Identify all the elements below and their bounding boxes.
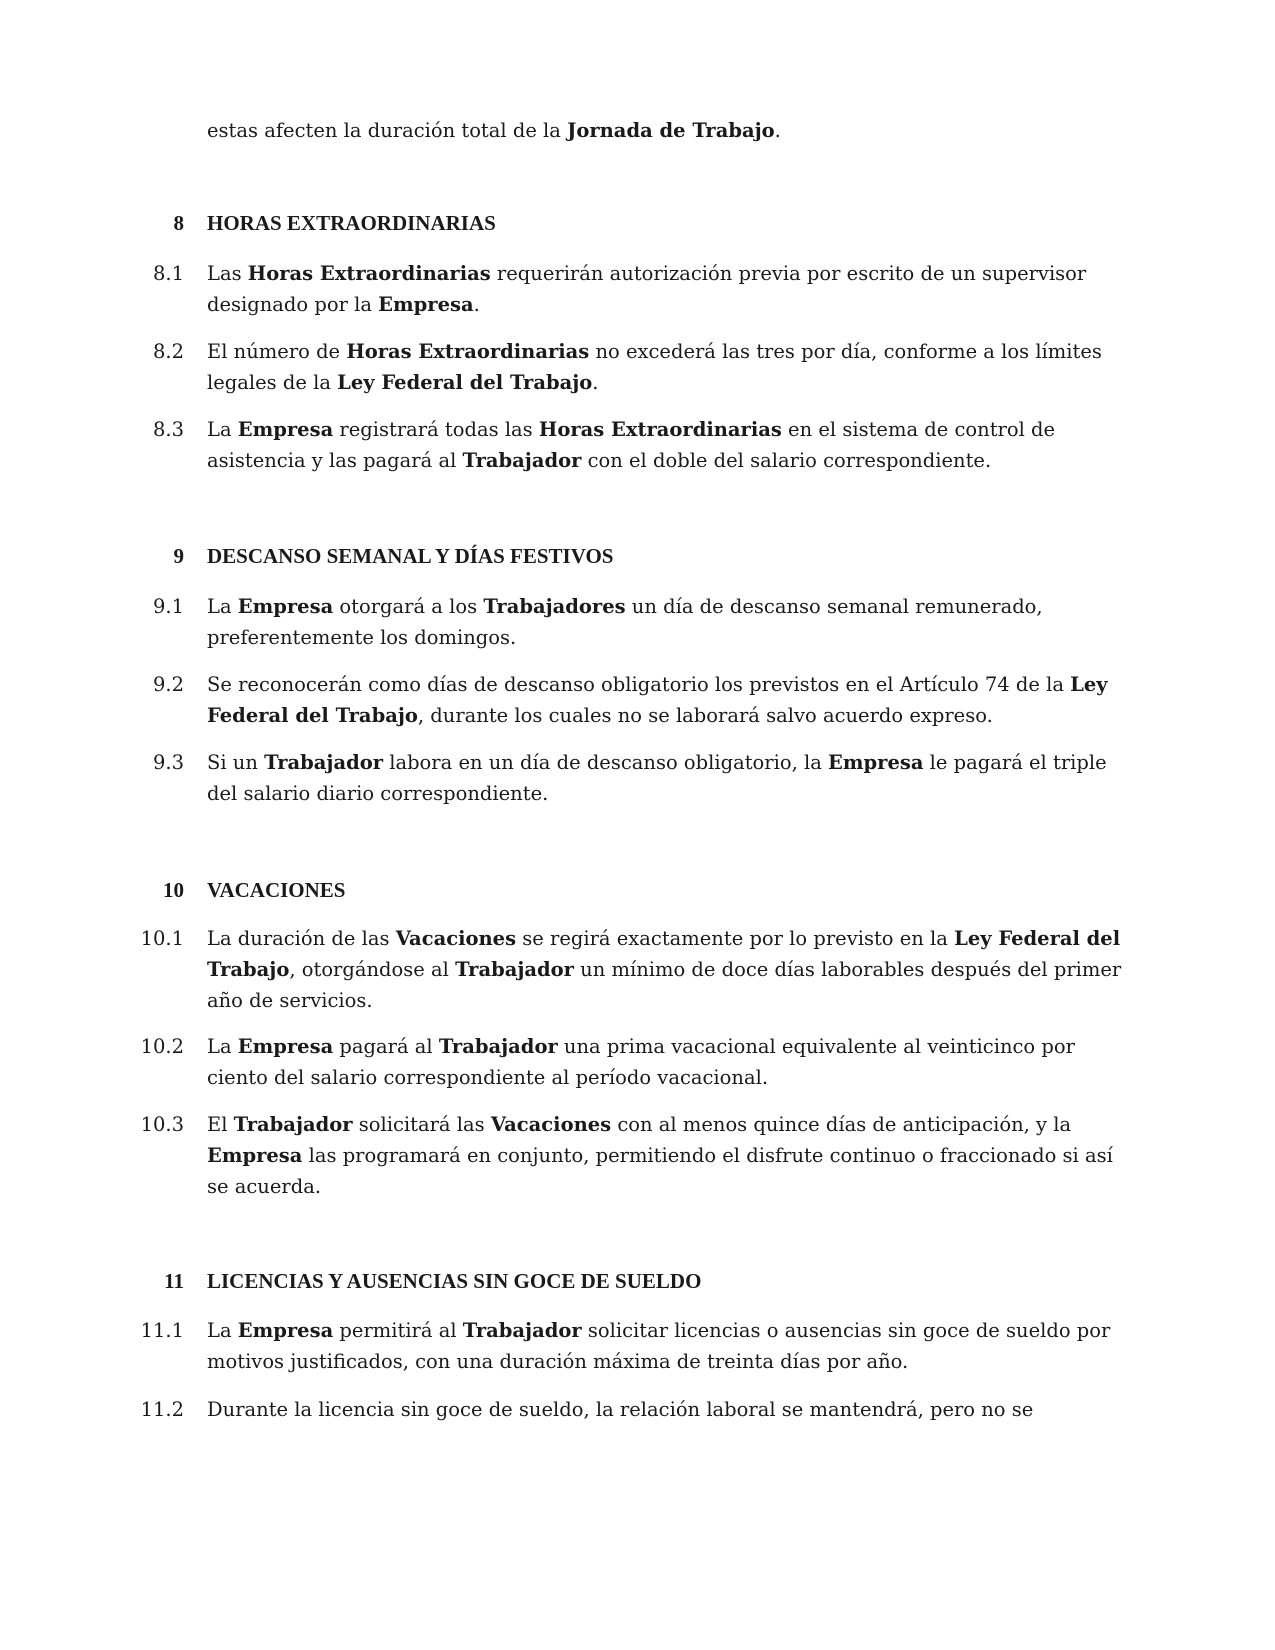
defined-term: Empresa [237, 595, 334, 618]
clause-number: 11.1 [140, 1319, 184, 1342]
text-run: . [774, 119, 781, 142]
section-number: 11 [164, 1269, 184, 1293]
text-run: una prima vacacional equivalente al veinticinco por ciento del salario correspondiente al período vacacional. [207, 1035, 1075, 1089]
text-run: solicitar licencias o ausencias sin goce de sueldo por motivos justificados, con una duración máxima de treinta días por año. [207, 1319, 1111, 1373]
clause-number: 10.3 [140, 1113, 184, 1136]
clause-text [207, 669, 1137, 731]
defined-term: Vacaciones [490, 1113, 612, 1136]
text-run: pagará al [333, 1035, 439, 1058]
clause-number: 9.2 [152, 673, 184, 696]
clause-text [207, 591, 1137, 653]
text-run: El [207, 1113, 234, 1136]
text-run: registrará todas las [333, 418, 539, 441]
text-run: en el sistema de control de asistencia y las pagará al [207, 418, 1056, 472]
defined-term: Empresa [828, 751, 924, 774]
defined-term: Trabajador [455, 958, 574, 981]
text-run: Las [207, 262, 248, 285]
text-run: Si un [207, 751, 265, 774]
defined-term: Ley Federal del Trabajo [337, 371, 593, 394]
defined-term: Trabajador [233, 1113, 353, 1136]
clause-number: 11.2 [140, 1398, 184, 1421]
text-run: le pagará el triple del salario diario correspondiente. [207, 751, 1107, 805]
defined-term: Horas Extraordinarias [538, 418, 782, 441]
text-run: con el doble del salario correspondiente. [581, 449, 992, 472]
clause-number: 10.1 [140, 927, 184, 950]
clause-text [207, 1031, 1137, 1093]
section-title: VACACIONES [207, 878, 346, 902]
defined-term: Trabajador [438, 1035, 558, 1058]
defined-term: Empresa [237, 1319, 334, 1342]
text-run: La [207, 1035, 238, 1058]
clause-text [207, 923, 1137, 1016]
section-number: 10 [163, 878, 184, 902]
defined-term: Empresa [237, 1035, 334, 1058]
clause-number: 10.2 [140, 1035, 184, 1058]
clause-number: 9.1 [152, 595, 184, 618]
text-run: no excederá las tres por día, conforme a los límites legales de la [207, 340, 1102, 394]
defined-term: Horas Extraordinarias [346, 340, 590, 363]
text-run: un día de descanso semanal remunerado, preferentemente los domingos. [207, 595, 1043, 649]
section-title: DESCANSO SEMANAL Y DÍAS FESTIVOS [207, 544, 614, 568]
text-run: Se reconocerán como días de descanso obligatorio los previstos en el Artículo 74 de la [207, 673, 1071, 696]
defined-term: Vacaciones [395, 927, 517, 950]
text-run: labora en un día de descanso obligatorio, la [383, 751, 829, 774]
section-title: LICENCIAS Y AUSENCIAS SIN GOCE DE SUELDO [207, 1269, 702, 1293]
text-run: las programará en conjunto, permitiendo el disfrute continuo o fraccionado si así se acuerda. [207, 1144, 1113, 1198]
text-run: otorgará a los [333, 595, 484, 618]
defined-term: Ley Federal del Trabajo [207, 927, 1121, 981]
section-number: 9 [173, 544, 184, 568]
defined-term: Horas Extraordinarias [247, 262, 491, 285]
text-run: se regirá exactamente por lo previsto en la [516, 927, 955, 950]
defined-term: Empresa [237, 418, 334, 441]
defined-term: Empresa [378, 293, 474, 316]
text-run: permitirá al [333, 1319, 463, 1342]
defined-term: Trabajadores [483, 595, 626, 618]
text-run: con al menos quince días de anticipación, y la [611, 1113, 1072, 1136]
clause-number: 8.1 [152, 262, 184, 285]
clause-text [207, 747, 1137, 809]
text-run: , otorgándose al [289, 958, 456, 981]
text-run: La [207, 595, 238, 618]
defined-term: Empresa [207, 1144, 303, 1167]
text-run: La [207, 1319, 238, 1342]
text-run: Durante la licencia sin goce de sueldo, la relación laboral se mantendrá, pero no se [207, 1398, 1034, 1421]
clause-text [207, 1315, 1137, 1377]
defined-term: Jornada de Trabajo [567, 119, 775, 142]
clause-number: 8.2 [152, 340, 184, 363]
text-run: La [207, 418, 238, 441]
text-run: un mínimo de doce días laborables después del primer año de servicios. [207, 958, 1122, 1012]
defined-term: Ley Federal del Trabajo [207, 673, 1108, 727]
text-run: estas afecten la duración total de la [207, 119, 568, 142]
section-number: 8 [173, 211, 184, 235]
clause-text [207, 1394, 1137, 1425]
text-run: solicitará las [352, 1113, 491, 1136]
continuation-paragraph [207, 115, 1137, 146]
clause-text [207, 258, 1137, 320]
text-run: . [592, 371, 599, 394]
clause-text [207, 414, 1137, 476]
clause-number: 9.3 [152, 751, 184, 774]
defined-term: Trabajador [264, 751, 384, 774]
text-run: , durante los cuales no se laborará salvo acuerdo expreso. [417, 704, 993, 727]
text-run: . [473, 293, 480, 316]
clause-text [207, 336, 1137, 398]
text-run: requerirán autorización previa por escrito de un supervisor designado por la [207, 262, 1087, 316]
section-title: HORAS EXTRAORDINARIAS [207, 211, 496, 235]
defined-term: Trabajador [462, 449, 582, 472]
text-run: La duración de las [207, 927, 396, 950]
clause-number: 8.3 [152, 418, 184, 441]
text-run: El número de [207, 340, 347, 363]
clause-text [207, 1109, 1137, 1202]
defined-term: Trabajador [462, 1319, 582, 1342]
